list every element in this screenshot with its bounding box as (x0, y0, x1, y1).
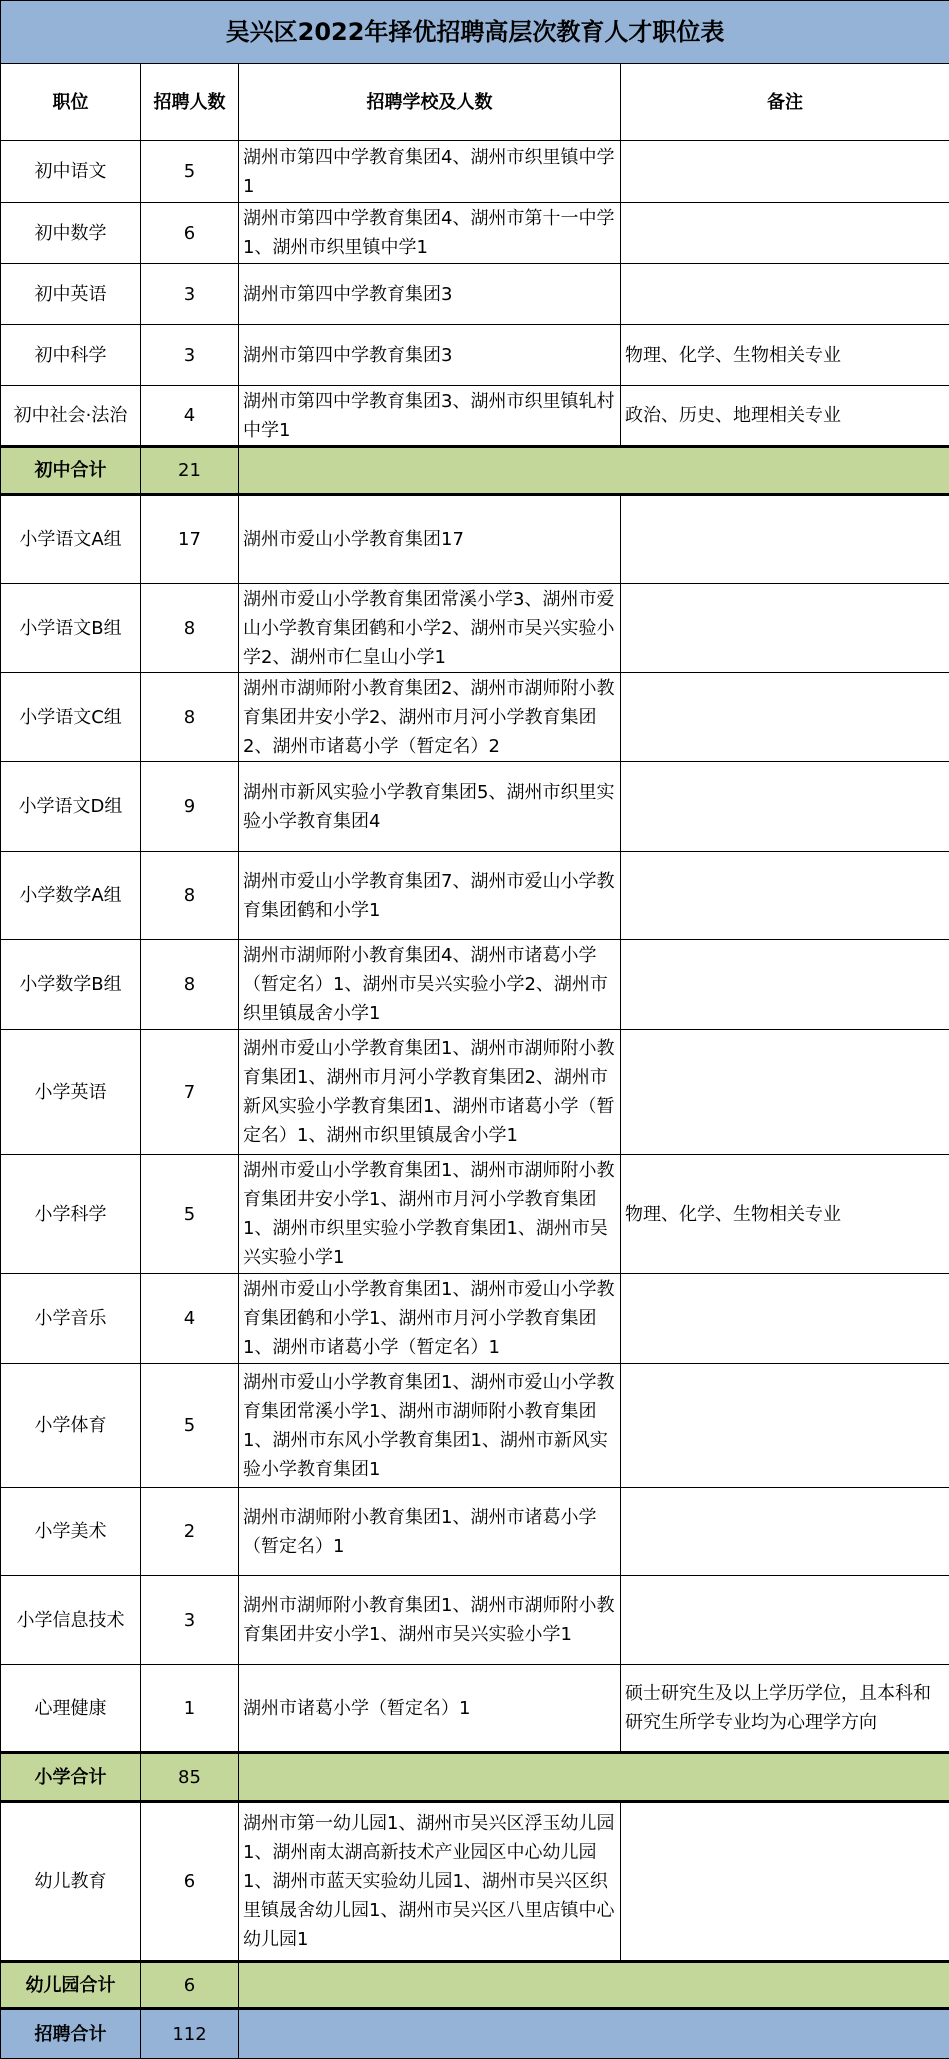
table-row (1, 141, 949, 203)
empty-cell (239, 1753, 949, 1802)
total-count: 85 (141, 1753, 239, 1802)
position-cell: 小学美术 (1, 1488, 141, 1576)
count-cell: 6 (141, 203, 239, 264)
table-row (1, 386, 949, 447)
count-cell: 17 (141, 495, 239, 584)
note-cell (621, 852, 949, 940)
position-cell: 小学数学B组 (1, 940, 141, 1030)
schools-cell: 湖州市湖师附小教育集团1、湖州市湖师附小教育集团井安小学1、湖州市吴兴实验小学1 (239, 1576, 621, 1665)
note-cell: 硕士研究生及以上学历学位，且本科和研究生所学专业均为心理学方向 (621, 1665, 949, 1753)
position-cell: 心理健康 (1, 1665, 141, 1753)
schools-cell: 湖州市湖师附小教育集团2、湖州市湖师附小教育集团井安小学2、湖州市月河小学教育集团2、湖州市诸葛小学（暂定名）2 (239, 673, 621, 762)
note-cell (621, 1364, 949, 1488)
count-cell: 1 (141, 1665, 239, 1753)
position-cell: 幼儿教育 (1, 1802, 141, 1962)
count-cell: 8 (141, 940, 239, 1030)
schools-cell: 湖州市诸葛小学（暂定名）1 (239, 1665, 621, 1753)
count-cell: 6 (141, 1802, 239, 1962)
count-cell: 3 (141, 1576, 239, 1665)
schools-cell: 湖州市爱山小学教育集团1、湖州市湖师附小教育集团井安小学1、湖州市月河小学教育集团1、湖州市织里实验小学教育集团1、湖州市吴兴实验小学1 (239, 1155, 621, 1274)
position-cell: 初中社会·法治 (1, 386, 141, 447)
table-title: 吴兴区2022年择优招聘高层次教育人才职位表 (1, 1, 949, 64)
total-label: 初中合计 (1, 447, 141, 495)
position-cell: 小学英语 (1, 1030, 141, 1155)
schools-cell: 湖州市湖师附小教育集团4、湖州市诸葛小学（暂定名）1、湖州市吴兴实验小学2、湖州市织里镇晟舍小学1 (239, 940, 621, 1030)
table-row (1, 1155, 949, 1274)
position-cell: 初中数学 (1, 203, 141, 264)
note-cell (621, 762, 949, 852)
note-cell (621, 1488, 949, 1576)
total-label: 幼儿园合计 (1, 1962, 141, 2009)
total-label: 小学合计 (1, 1753, 141, 1802)
position-cell: 小学语文D组 (1, 762, 141, 852)
empty-cell (239, 447, 949, 495)
position-cell: 小学语文A组 (1, 495, 141, 584)
note-cell (621, 584, 949, 673)
position-cell: 初中英语 (1, 264, 141, 325)
schools-cell: 湖州市第一幼儿园1、湖州市吴兴区浮玉幼儿园1、湖州南太湖高新技术产业园区中心幼儿园1、湖州市蓝天实验幼儿园1、湖州市吴兴区织里镇晟舍幼儿园1、湖州市吴兴区八里店镇中心幼儿园1 (239, 1802, 621, 1962)
subtotal-row (1, 1962, 949, 2009)
schools-cell: 湖州市第四中学教育集团4、湖州市织里镇中学1 (239, 141, 621, 203)
schools-cell: 湖州市第四中学教育集团3 (239, 325, 621, 386)
table-row (1, 940, 949, 1030)
note-cell (621, 264, 949, 325)
position-cell: 小学信息技术 (1, 1576, 141, 1665)
table-row (1, 264, 949, 325)
table-row (1, 1576, 949, 1665)
table-row (1, 203, 949, 264)
note-cell: 物理、化学、生物相关专业 (621, 1155, 949, 1274)
table-row (1, 584, 949, 673)
note-cell (621, 1030, 949, 1155)
table-row (1, 1274, 949, 1364)
header-row (1, 64, 949, 141)
schools-cell: 湖州市爱山小学教育集团1、湖州市湖师附小教育集团1、湖州市月河小学教育集团2、湖州市新风实验小学教育集团1、湖州市诸葛小学（暂定名）1、湖州市织里镇晟舍小学1 (239, 1030, 621, 1155)
count-cell: 9 (141, 762, 239, 852)
table-row (1, 495, 949, 584)
note-cell (621, 203, 949, 264)
schools-cell: 湖州市第四中学教育集团4、湖州市第十一中学1、湖州市织里镇中学1 (239, 203, 621, 264)
table-row (1, 1802, 949, 1962)
total-label: 招聘合计 (1, 2009, 141, 2059)
schools-cell: 湖州市爱山小学教育集团常溪小学3、湖州市爱山小学教育集团鹤和小学2、湖州市吴兴实验小学2、湖州市仁皇山小学1 (239, 584, 621, 673)
empty-cell (239, 1962, 949, 2009)
count-cell: 3 (141, 264, 239, 325)
table-row (1, 762, 949, 852)
title-row (1, 1, 949, 64)
position-cell: 小学语文C组 (1, 673, 141, 762)
position-cell: 小学数学A组 (1, 852, 141, 940)
count-cell: 4 (141, 1274, 239, 1364)
header-note: 备注 (621, 64, 949, 141)
count-cell: 5 (141, 1364, 239, 1488)
table-row (1, 1030, 949, 1155)
header-schools: 招聘学校及人数 (239, 64, 621, 141)
table-row (1, 1488, 949, 1576)
schools-cell: 湖州市爱山小学教育集团17 (239, 495, 621, 584)
count-cell: 4 (141, 386, 239, 447)
schools-cell: 湖州市新风实验小学教育集团5、湖州市织里实验小学教育集团4 (239, 762, 621, 852)
count-cell: 2 (141, 1488, 239, 1576)
position-cell: 小学科学 (1, 1155, 141, 1274)
total-count: 112 (141, 2009, 239, 2059)
header-count: 招聘人数 (141, 64, 239, 141)
count-cell: 8 (141, 584, 239, 673)
position-cell: 小学音乐 (1, 1274, 141, 1364)
total-count: 6 (141, 1962, 239, 2009)
table-row (1, 673, 949, 762)
total-count: 21 (141, 447, 239, 495)
note-cell (621, 495, 949, 584)
table-row (1, 1665, 949, 1753)
grand-total-row (1, 2009, 949, 2059)
subtotal-row (1, 447, 949, 495)
table-row (1, 325, 949, 386)
table-row (1, 852, 949, 940)
note-cell: 物理、化学、生物相关专业 (621, 325, 949, 386)
note-cell: 政治、历史、地理相关专业 (621, 386, 949, 447)
count-cell: 8 (141, 673, 239, 762)
schools-cell: 湖州市爱山小学教育集团1、湖州市爱山小学教育集团常溪小学1、湖州市湖师附小教育集团1、湖州市东风小学教育集团1、湖州市新风实验小学教育集团1 (239, 1364, 621, 1488)
empty-cell (239, 2009, 949, 2059)
table-row (1, 1364, 949, 1488)
position-cell: 初中科学 (1, 325, 141, 386)
note-cell (621, 673, 949, 762)
note-cell (621, 1576, 949, 1665)
header-position: 职位 (1, 64, 141, 141)
count-cell: 3 (141, 325, 239, 386)
note-cell (621, 940, 949, 1030)
count-cell: 5 (141, 141, 239, 203)
schools-cell: 湖州市第四中学教育集团3 (239, 264, 621, 325)
note-cell (621, 1802, 949, 1962)
position-cell: 初中语文 (1, 141, 141, 203)
schools-cell: 湖州市爱山小学教育集团7、湖州市爱山小学教育集团鹤和小学1 (239, 852, 621, 940)
note-cell (621, 1274, 949, 1364)
schools-cell: 湖州市第四中学教育集团3、湖州市织里镇轧村中学1 (239, 386, 621, 447)
count-cell: 5 (141, 1155, 239, 1274)
count-cell: 8 (141, 852, 239, 940)
position-cell: 小学语文B组 (1, 584, 141, 673)
count-cell: 7 (141, 1030, 239, 1155)
schools-cell: 湖州市湖师附小教育集团1、湖州市诸葛小学（暂定名）1 (239, 1488, 621, 1576)
subtotal-row (1, 1753, 949, 1802)
note-cell (621, 141, 949, 203)
position-cell: 小学体育 (1, 1364, 141, 1488)
schools-cell: 湖州市爱山小学教育集团1、湖州市爱山小学教育集团鹤和小学1、湖州市月河小学教育集团1、湖州市诸葛小学（暂定名）1 (239, 1274, 621, 1364)
